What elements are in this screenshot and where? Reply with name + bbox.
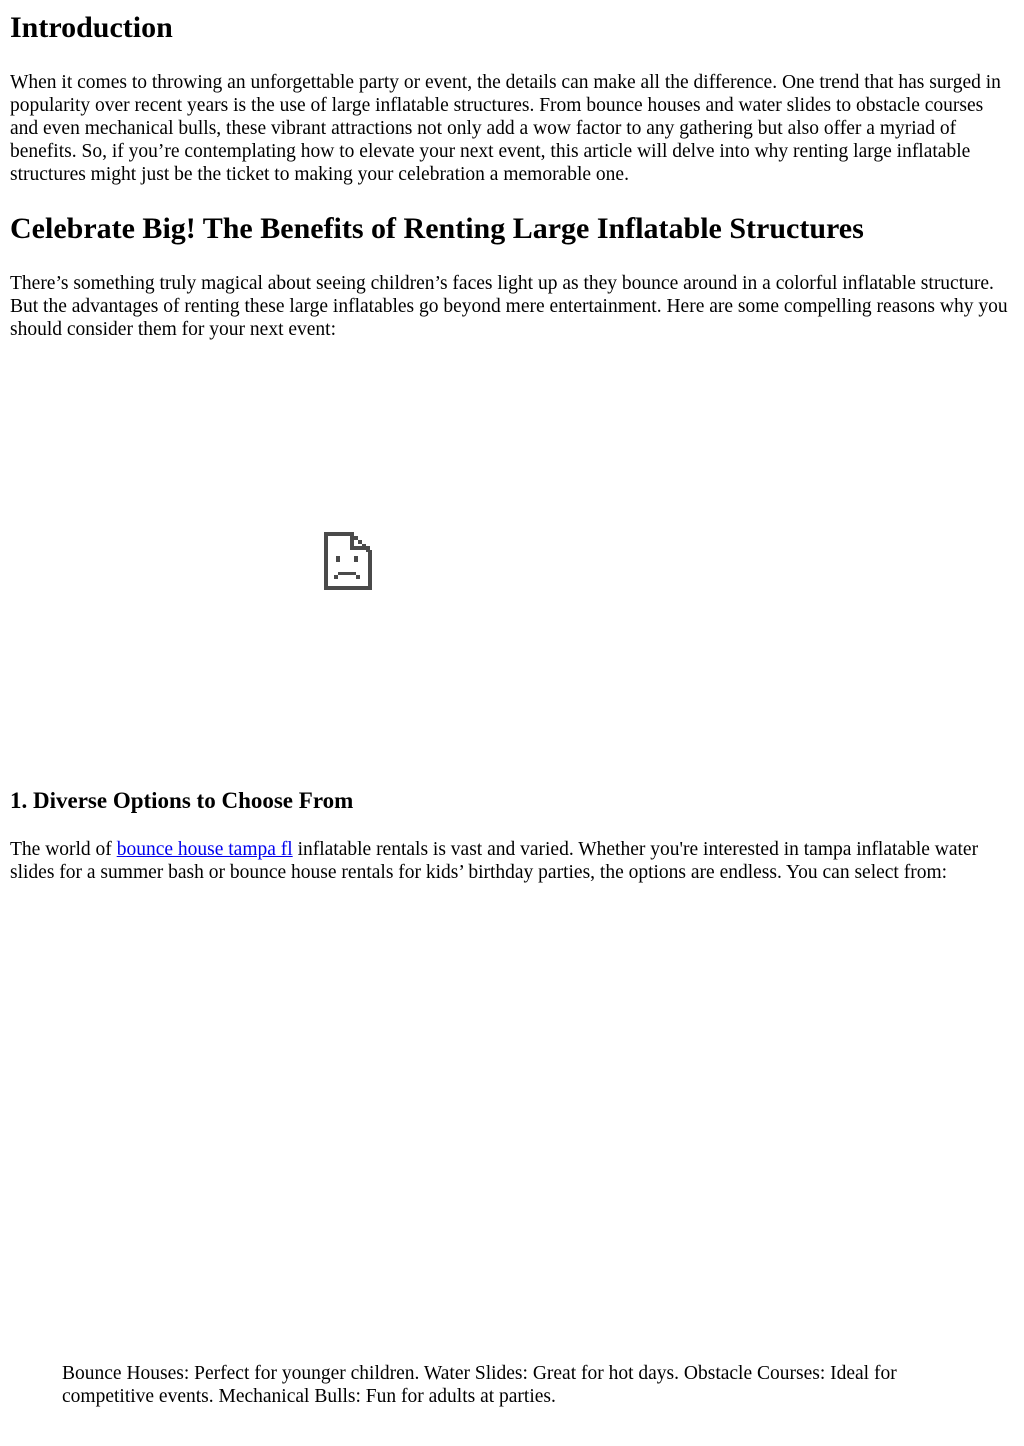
- benefits-paragraph: There’s something truly magical about seeing children’s faces light up as they bounce around in a colorful inflatable structure. But the advantages of renting these large inflatables go beyond mere entertainment. Here are some compelling reasons why you should consider them for your next event:: [10, 273, 1008, 340]
- intro-heading: Introduction: [10, 11, 173, 44]
- benefits-heading: Celebrate Big! The Benefits of Renting Large Inflatable Structures: [10, 212, 864, 245]
- image-placeholder: [10, 341, 1014, 787]
- intro-paragraph: When it comes to throwing an unforgettable party or event, the details can make all the difference. One trend that has surged in popularity over recent years is the use of large inflatable structures. From bounce houses and water slides to obstacle courses and even mechanical bulls, these vibrant attractions not only add a wow factor to any gathering but also offer a myriad of benefits. So, if you’re contemplating how to elevate your next event, this article will delve into why renting large inflatable structures might just be the ticket to making your celebration a memorable one.: [10, 72, 1001, 185]
- options-list: Bounce Houses: Perfect for younger children. Water Slides: Great for hot days. Obstacle Courses: Ideal for competitive events. Mechanical Bulls: Fun for adults at parties.: [62, 1363, 897, 1407]
- broken-image-icon: [324, 532, 372, 590]
- options-text-before-link: The world of: [10, 839, 117, 860]
- bounce-house-link[interactable]: bounce house tampa fl: [116, 839, 293, 860]
- options-paragraph: [10, 838, 1014, 884]
- options-heading: 1. Diverse Options to Choose From: [10, 788, 354, 813]
- options-text-after-link: inflatable rentals is vast and varied. Whether you're interested in tampa inflatable water slides for a summer bash or bounce house rentals for kids’ birthday parties, the options are endless. You can select from:: [10, 839, 979, 883]
